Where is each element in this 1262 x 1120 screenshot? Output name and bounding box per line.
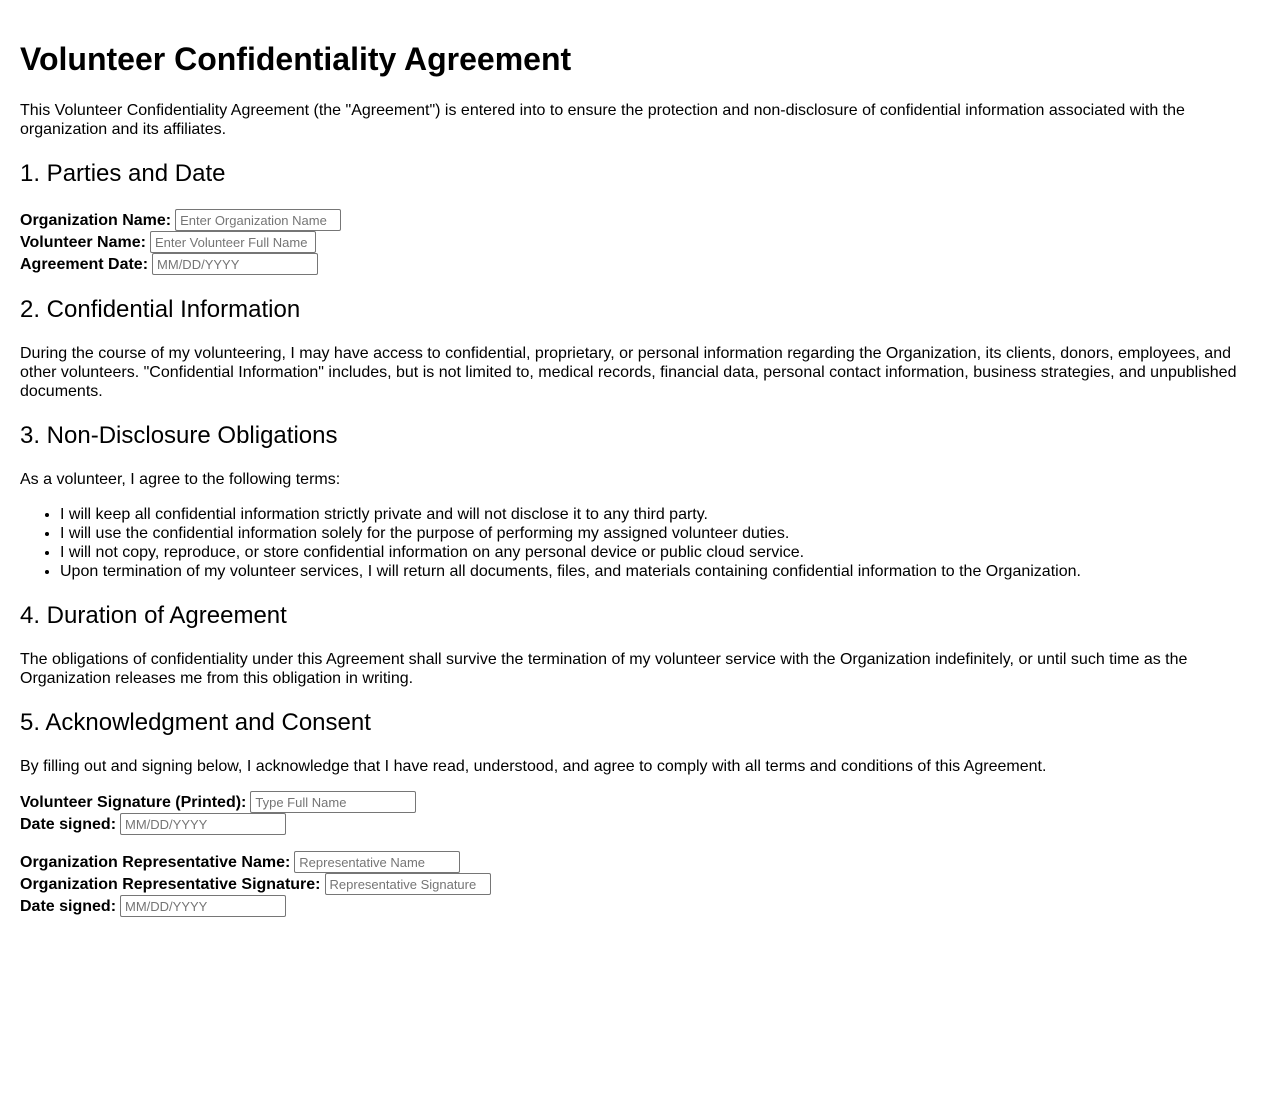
representative-name-row: [20, 851, 1242, 873]
organization-date-signed-input[interactable]: [120, 895, 286, 917]
representative-signature-row: [20, 873, 1242, 895]
section-heading-acknowledgment: 5. Acknowledgment and Consent: [20, 709, 371, 736]
representative-name-label: Organization Representative Name:: [20, 853, 291, 871]
page-title: Volunteer Confidentiality Agreement: [20, 41, 572, 77]
obligations-list: [20, 505, 1242, 581]
organization-name-label: Organization Name:: [20, 211, 172, 229]
volunteer-date-signed-input[interactable]: [120, 813, 286, 835]
section-heading-parties: 1. Parties and Date: [20, 160, 226, 187]
intro-paragraph: This Volunteer Confidentiality Agreement (the "Agreement") is entered into to ensure the protection and non-disclosure of confidential information associated with the organization and its affiliates.: [20, 102, 1185, 138]
volunteer-signature-fields: [20, 791, 1242, 835]
duration-paragraph: The obligations of confidentiality under this Agreement shall survive the termination of my volunteer service with the Organization indefinitely, or until such time as the Organization releases me from this obligation in writing.: [20, 651, 1188, 687]
volunteer-signature-input[interactable]: [250, 791, 416, 813]
parties-fields: [20, 209, 1242, 275]
acknowledgment-paragraph: By filling out and signing below, I acknowledge that I have read, understood, and agree to comply with all terms and conditions of this Agreement.: [20, 758, 1047, 775]
confidential-information-paragraph: During the course of my volunteering, I may have access to confidential, proprietary, or personal information regarding the Organization, its clients, donors, employees, and other volunteers. "Confidential Information" includes, but is not limited to, medical records, financial data, personal contact information, business strategies, and unpublished documents.: [20, 345, 1237, 400]
agreement-date-input[interactable]: [152, 253, 318, 275]
list-item: • Upon termination of my volunteer services, I will return all documents, files, and materials containing confidential information to the Organization.: [60, 562, 1242, 581]
section-heading-non-disclosure: 3. Non-Disclosure Obligations: [20, 422, 338, 449]
organization-name-row: [20, 209, 1242, 231]
volunteer-name-row: [20, 231, 1242, 253]
representative-name-input[interactable]: [294, 851, 460, 873]
organization-name-input[interactable]: [175, 209, 341, 231]
organization-date-signed-label: Date signed:: [20, 897, 117, 915]
list-item: • I will use the confidential information solely for the purpose of performing my assigned volunteer duties.: [60, 524, 1242, 543]
volunteer-signature-row: [20, 791, 1242, 813]
list-item: • I will not copy, reproduce, or store confidential information on any personal device or public cloud service.: [60, 543, 1242, 562]
volunteer-name-label: Volunteer Name:: [20, 233, 146, 251]
section-heading-duration: 4. Duration of Agreement: [20, 602, 287, 629]
section-heading-confidential-information: 2. Confidential Information: [20, 296, 301, 323]
organization-signature-fields: [20, 851, 1242, 917]
representative-signature-label: Organization Representative Signature:: [20, 875, 321, 893]
field-group-spacer: [20, 835, 1242, 851]
volunteer-name-input[interactable]: [150, 231, 316, 253]
volunteer-date-signed-label: Date signed:: [20, 815, 117, 833]
representative-signature-input[interactable]: [325, 873, 491, 895]
agreement-date-row: [20, 253, 1242, 275]
agreement-date-label: Agreement Date:: [20, 255, 149, 273]
non-disclosure-intro: As a volunteer, I agree to the following terms:: [20, 471, 341, 488]
volunteer-date-signed-row: [20, 813, 1242, 835]
volunteer-signature-label: Volunteer Signature (Printed):: [20, 793, 247, 811]
organization-date-signed-row: [20, 895, 1242, 917]
list-item: • I will keep all confidential information strictly private and will not disclose it to any third party.: [60, 505, 1242, 524]
